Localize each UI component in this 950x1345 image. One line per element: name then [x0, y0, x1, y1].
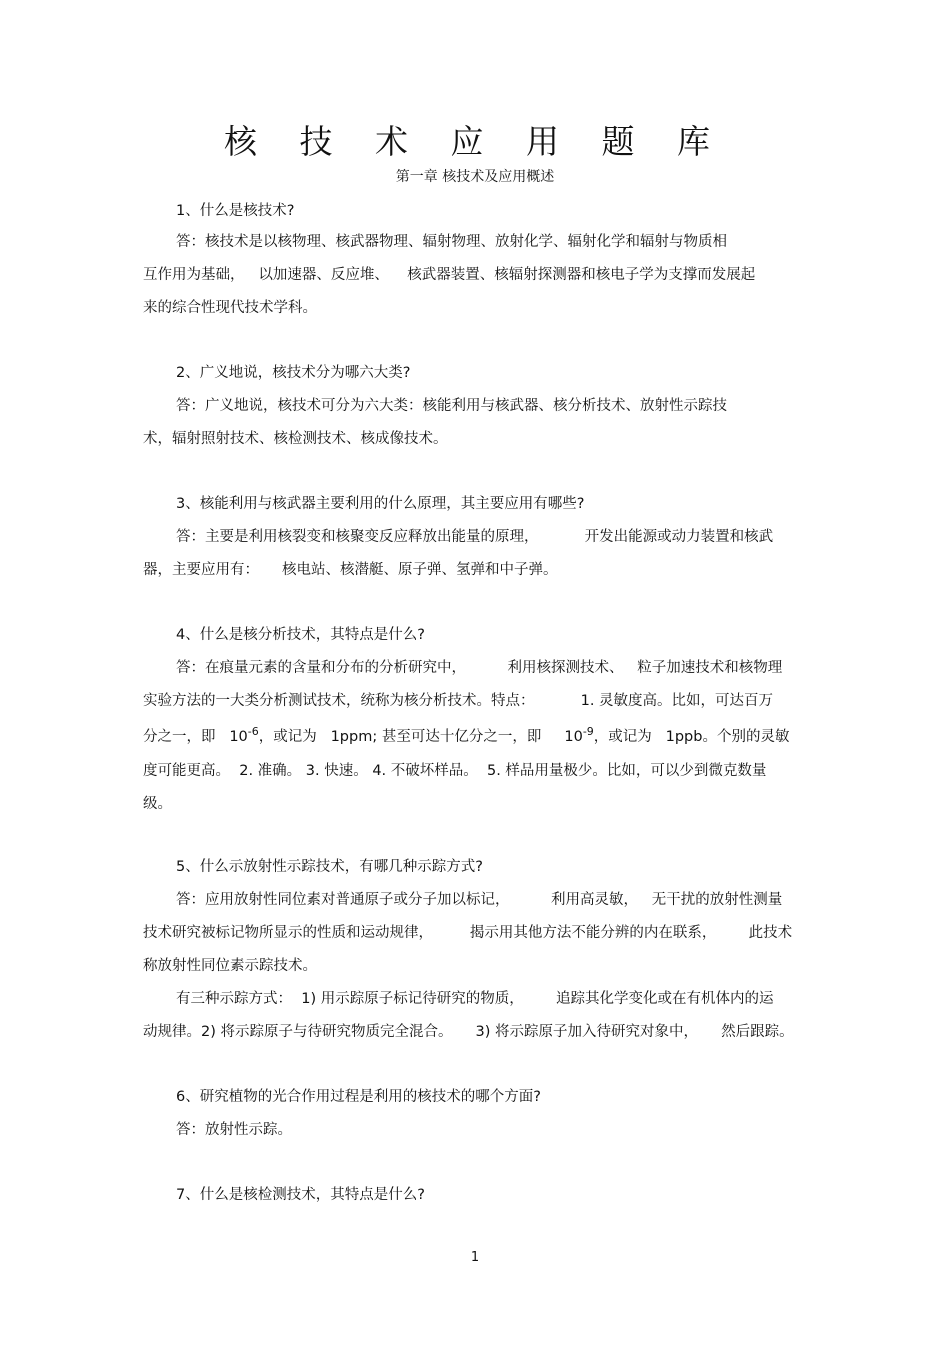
answer-4-line-4: 度可能更高。 2. 准确。 3. 快速。 4. 不破坏样品。 5. 样品用量极少。比如，可以少到微克数量	[143, 763, 767, 779]
exponent-minus-6: -6	[247, 725, 259, 738]
answer-4-line-1: 答：在痕量元素的含量和分布的分析研究中， 利用核探测技术、 粒子加速技术和核物理	[176, 660, 783, 676]
answer-2-line-2: 术，辐射照射技术、核检测技术、核成像技术。	[143, 431, 448, 447]
exponent-minus-9: -9	[582, 725, 594, 738]
question-2: 2、广义地说，核技术分为哪六大类?	[176, 365, 411, 381]
answer-5-line-1: 答：应用放射性同位素对普通原子或分子加以标记， 利用高灵敏， 无干扰的放射性测量	[176, 892, 783, 908]
question-3: 3、核能利用与核武器主要利用的什么原理，其主要应用有哪些?	[176, 496, 585, 512]
question-7: 7、什么是核检测技术，其特点是什么?	[176, 1187, 425, 1203]
answer-4-line-3-part-1: 分之一，即 10	[143, 729, 248, 745]
answer-6-line-1: 答：放射性示踪。	[176, 1122, 292, 1138]
question-5: 5、什么示放射性示踪技术，有哪几种示踪方式?	[176, 859, 483, 875]
question-4: 4、什么是核分析技术，其特点是什么?	[176, 627, 425, 643]
answer-4-line-3-part-2: ，或记为 1ppm; 甚至可达十亿分之一，即 10	[258, 729, 583, 745]
answer-5-line-5: 动规律。2) 将示踪原子与待研究物质完全混合。 3) 将示踪原子加入待研究对象中， 然后跟踪。	[143, 1024, 794, 1040]
chapter-heading: 第一章 核技术及应用概述	[395, 169, 555, 185]
question-1: 1、什么是核技术?	[176, 203, 295, 219]
answer-4-line-3	[143, 727, 789, 747]
answer-1-line-3: 来的综合性现代技术学科。	[143, 300, 317, 316]
answer-4-line-3-part-3: ，或记为 1ppb。个别的灵敏	[593, 729, 790, 745]
answer-3-line-2: 器，主要应用有： 核电站、核潜艇、原子弹、氢弹和中子弹。	[143, 562, 558, 578]
answer-5-line-3: 称放射性同位素示踪技术。	[143, 958, 317, 974]
answer-3-line-1: 答：主要是利用核裂变和核聚变反应释放出能量的原理， 开发出能源或动力装置和核武	[176, 529, 774, 545]
answer-1-line-2: 互作用为基础， 以加速器、反应堆、 核武器装置、核辐射探测器和核电子学为支撑而发展起	[143, 267, 756, 283]
document-title: 核 技 术 应 用 题 库	[224, 122, 726, 161]
question-6: 6、研究植物的光合作用过程是利用的核技术的哪个方面?	[176, 1089, 541, 1105]
answer-2-line-1: 答：广义地说，核技术可分为六大类：核能利用与核武器、核分析技术、放射性示踪技	[176, 398, 727, 414]
answer-5-line-4: 有三种示踪方式： 1) 用示踪原子标记待研究的物质， 追踪其化学变化或在有机体内的运	[176, 991, 774, 1007]
answer-4-line-2: 实验方法的一大类分析测试技术，统称为核分析技术。特点： 1. 灵敏度高。比如，可达百万	[143, 693, 774, 709]
answer-1-line-1: 答：核技术是以核物理、核武器物理、辐射物理、放射化学、辐射化学和辐射与物质相	[176, 234, 727, 250]
page-number: 1	[470, 1250, 480, 1265]
answer-5-line-2: 技术研究被标记物所显示的性质和运动规律， 揭示用其他方法不能分辨的内在联系， 此技术	[143, 925, 793, 941]
answer-4-line-5: 级。	[143, 796, 172, 812]
